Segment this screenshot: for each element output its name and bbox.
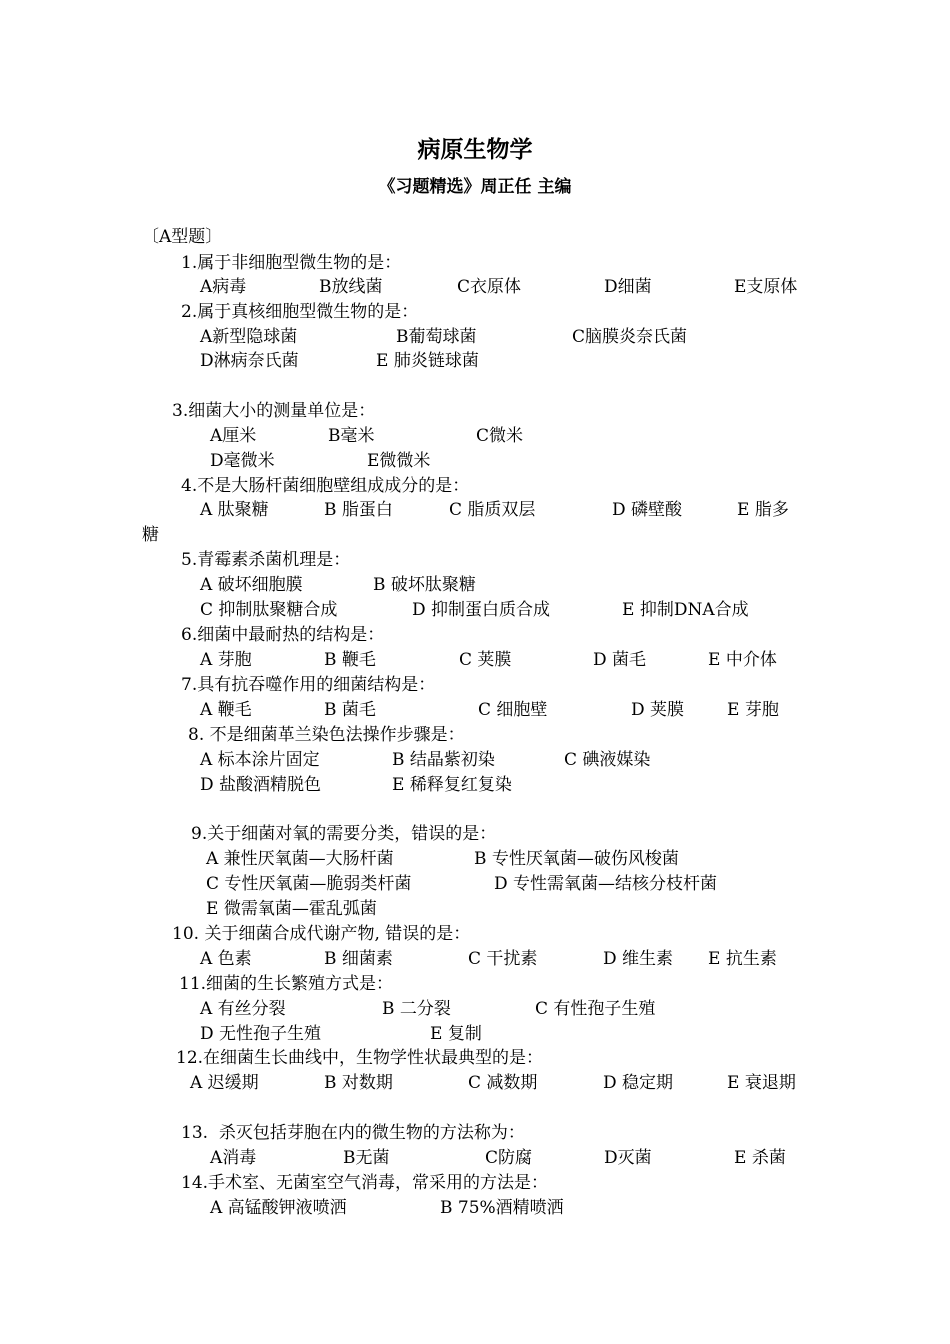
option-e: E 衰退期: [727, 1073, 796, 1093]
option-c: C 脂质双层: [449, 500, 536, 520]
question-stem: 11.细菌的生长繁殖方式是：: [179, 974, 394, 994]
option-a: A 标本涂片固定: [200, 750, 320, 770]
question-stem: 14.手术室、无菌室空气消毒，常采用的方法是：: [181, 1173, 549, 1193]
question-stem: 12.在细菌生长曲线中，生物学性状最典型的是：: [176, 1048, 544, 1068]
option-a: A消毒: [210, 1148, 257, 1168]
option-d: D 稳定期: [603, 1073, 674, 1093]
option-a: A 鞭毛: [200, 700, 252, 720]
option-d: D细菌: [604, 277, 652, 297]
option-e: E 杀菌: [734, 1148, 786, 1168]
option-a: A 有丝分裂: [200, 999, 286, 1019]
section-heading: 〔A型题〕: [142, 227, 223, 247]
option-e: E 芽胞: [727, 700, 779, 720]
option-c: C 有性孢子生殖: [535, 999, 656, 1019]
question-stem: 1.属于非细胞型微生物的是：: [181, 253, 402, 273]
option-d: D 维生素: [603, 949, 674, 969]
option-e: E 脂多: [737, 500, 789, 520]
option-a: A病毒: [200, 277, 247, 297]
option-d: D 荚膜: [631, 700, 685, 720]
option-a: A 芽胞: [200, 650, 252, 670]
option-e: E 微需氧菌—霍乱弧菌: [206, 899, 377, 919]
option-b: B 菌毛: [324, 700, 376, 720]
option-b: B 对数期: [324, 1073, 393, 1093]
option-e: E 中介体: [708, 650, 777, 670]
option-e: E 抑制DNA合成: [622, 600, 749, 620]
question-stem: 9.关于细菌对氧的需要分类，错误的是：: [191, 824, 497, 844]
question-stem: 3.细菌大小的测量单位是：: [172, 401, 376, 421]
question-stem: 4.不是大肠杆菌细胞壁组成成分的是：: [181, 476, 470, 496]
option-b: B 脂蛋白: [324, 500, 393, 520]
question-stem: 5.青霉素杀菌机理是：: [181, 550, 351, 570]
option-c: C 干扰素: [468, 949, 538, 969]
option-d: D 无性孢子生殖: [200, 1024, 322, 1044]
option-b: B葡萄球菌: [396, 327, 477, 347]
option-a: A新型隐球菌: [200, 327, 298, 347]
question-stem: 8. 不是细菌革兰染色法操作步骤是：: [188, 725, 465, 745]
option-b: B 专性厌氧菌—破伤风梭菌: [474, 849, 679, 869]
option-c: C 荚膜: [459, 650, 512, 670]
question-stem: 7.具有抗吞噬作用的细菌结构是：: [181, 675, 436, 695]
option-e: E 复制: [430, 1024, 482, 1044]
option-c: C防腐: [485, 1148, 533, 1168]
option-d: D 盐酸酒精脱色: [200, 775, 322, 795]
option-b: B 结晶紫初染: [392, 750, 495, 770]
option-e: E支原体: [734, 277, 798, 297]
option-d: D 菌毛: [593, 650, 647, 670]
option-a: A 高锰酸钾液喷洒: [210, 1198, 347, 1218]
option-e: E 稀释复红复染: [392, 775, 512, 795]
option-d: D 专性需氧菌—结核分枝杆菌: [494, 874, 718, 894]
option-a: A厘米: [210, 426, 257, 446]
question-stem: 6.细菌中最耐热的结构是：: [181, 625, 385, 645]
option-b: B放线菌: [319, 277, 383, 297]
option-b: B无菌: [343, 1148, 390, 1168]
option-e: E 肺炎链球菌: [376, 351, 479, 371]
option-c: C 专性厌氧菌—脆弱类杆菌: [206, 874, 412, 894]
option-b: B 破坏肽聚糖: [373, 575, 476, 595]
option-b: B 细菌素: [324, 949, 393, 969]
option-b: B 75%酒精喷洒: [440, 1198, 564, 1218]
option-a: A 肽聚糖: [200, 500, 269, 520]
question-stem: 2.属于真核细胞型微生物的是：: [181, 302, 419, 322]
option-c: C脑膜炎奈氏菌: [572, 327, 688, 347]
option-a: A 色素: [200, 949, 252, 969]
document-title: 病原生物学: [417, 136, 533, 163]
question-stem: 13. 杀灭包括芽胞在内的微生物的方法称为：: [181, 1123, 525, 1143]
option-d: D 磷壁酸: [612, 500, 683, 520]
option-c: C 抑制肽聚糖合成: [200, 600, 338, 620]
option-b: B毫米: [328, 426, 375, 446]
option-a: A 迟缓期: [190, 1073, 259, 1093]
option-b: B 鞭毛: [324, 650, 376, 670]
option-d: D毫微米: [210, 451, 275, 471]
question-stem: 10. 关于细菌合成代谢产物, 错误的是：: [172, 924, 471, 944]
document-subtitle: 《习题精选》周正任 主编: [378, 177, 572, 197]
option-b: B 二分裂: [382, 999, 451, 1019]
option-c: C 细胞壁: [478, 700, 548, 720]
option-a: A 兼性厌氧菌—大肠杆菌: [206, 849, 394, 869]
option-c: C衣原体: [457, 277, 522, 297]
option-d: D灭菌: [604, 1148, 652, 1168]
option-e: E微微米: [367, 451, 431, 471]
option-e-continuation: 糖: [142, 525, 159, 545]
option-c: C 减数期: [468, 1073, 538, 1093]
option-e: E 抗生素: [708, 949, 777, 969]
option-a: A 破坏细胞膜: [200, 575, 303, 595]
option-c: C 碘液媒染: [564, 750, 651, 770]
option-d: D 抑制蛋白质合成: [412, 600, 551, 620]
option-c: C微米: [476, 426, 524, 446]
option-d: D淋病奈氏菌: [200, 351, 299, 371]
